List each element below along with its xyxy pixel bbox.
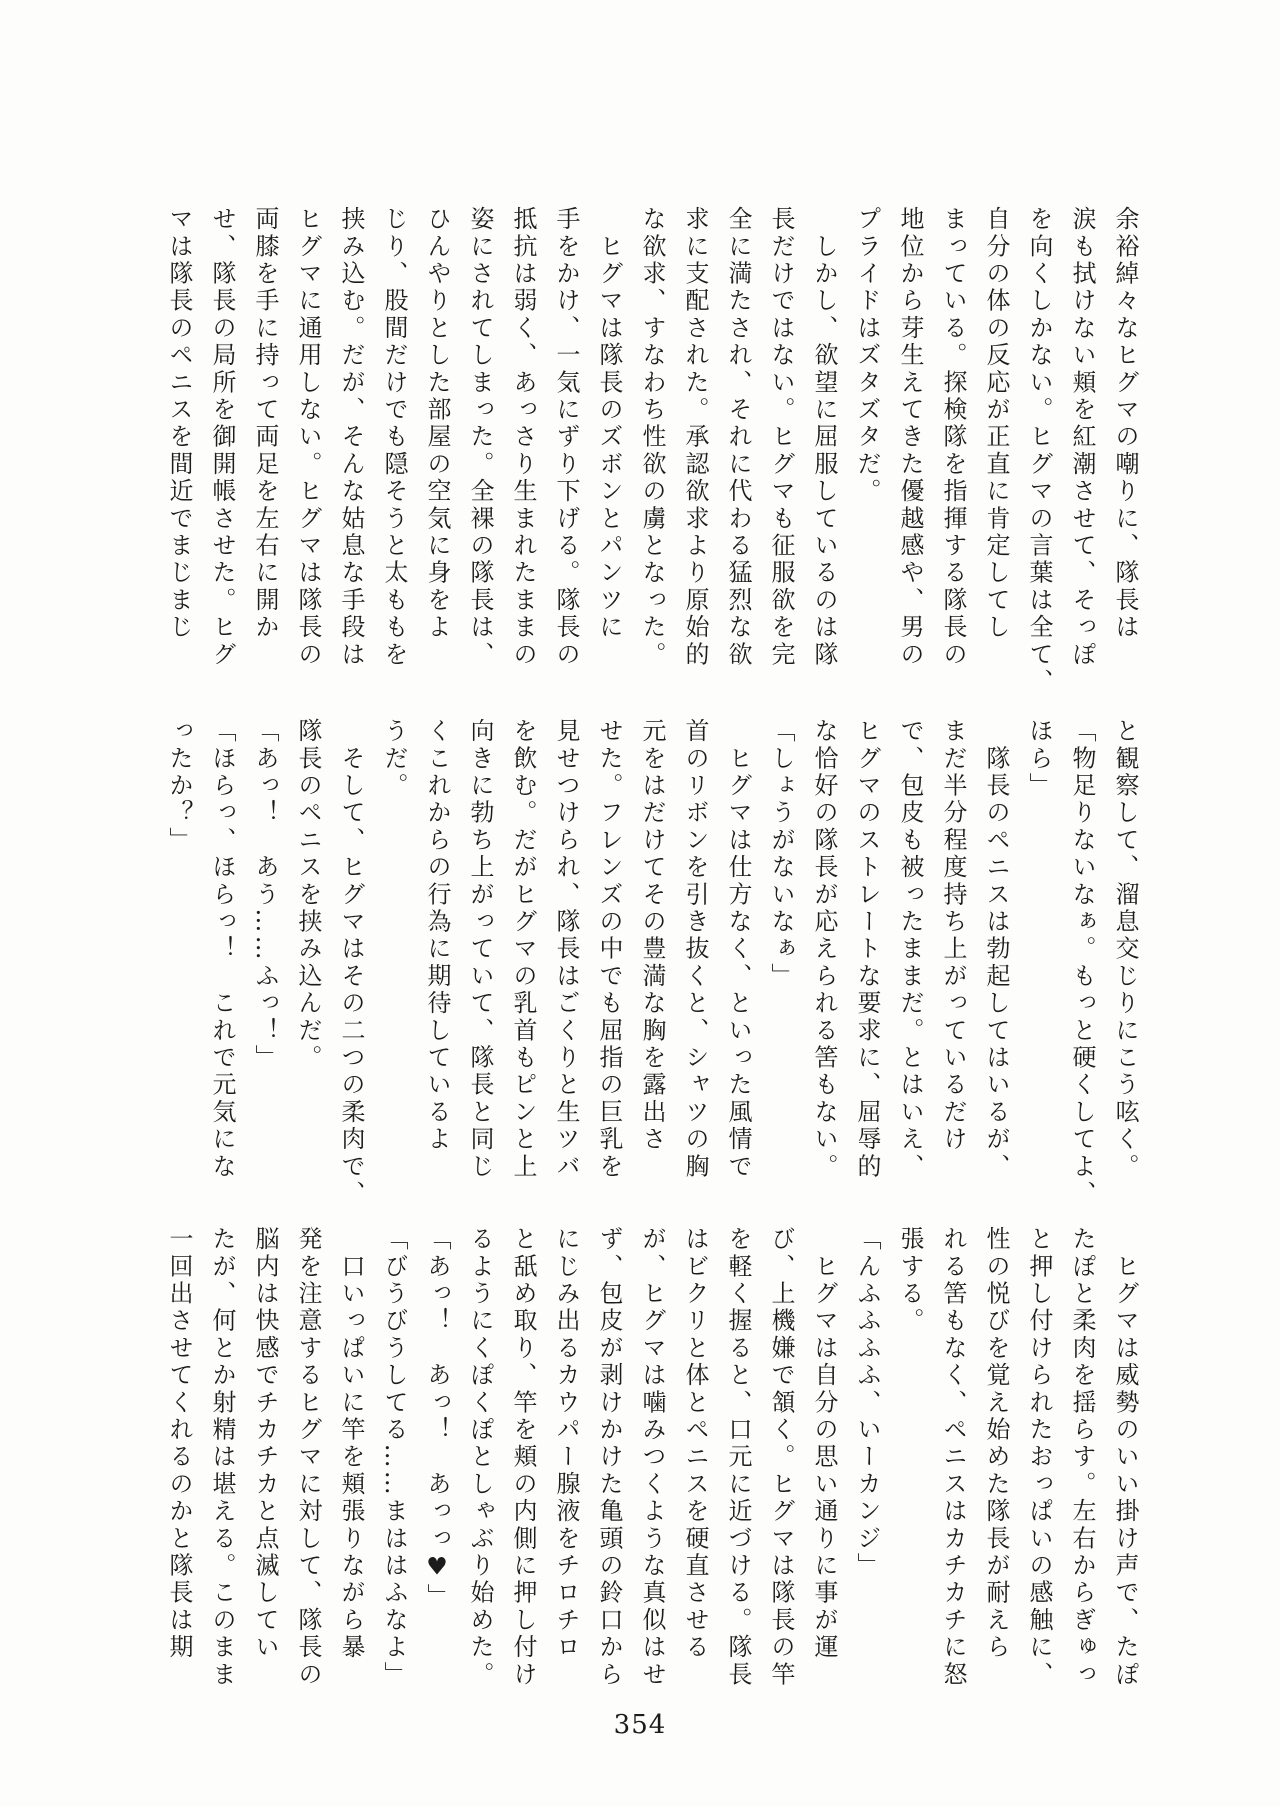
text-column: 「あっ！ あう……ふっ！」: [251, 718, 279, 1072]
text-column: を飲む。だがヒグマの乳首もピンと上: [509, 718, 537, 1181]
text-column: そして、ヒグマはその二つの柔肉で、: [337, 718, 365, 1208]
text-column: 首のリボンを引き抜くと、シャツの胸: [681, 718, 709, 1181]
text-column: 涙も拭けない頬を紅潮させて、そっぽ: [1068, 206, 1096, 669]
text-column: 隊長のペニスは勃起してはいるが、: [982, 718, 1010, 1181]
text-column: 「びうびうしてる……まははふなよ」: [380, 1226, 408, 1689]
text-column: ヒグマは自分の思い通りに事が運: [810, 1226, 838, 1662]
text-column: を向くしかない。ヒグマの言葉は全て、: [1025, 206, 1053, 696]
text-column: ヒグマに通用しない。ヒグマは隊長の: [294, 206, 322, 669]
text-tier-middle: [157, 718, 1146, 1208]
text-column: 見せつけられ、隊長はごくりと生ツバ: [552, 718, 580, 1181]
text-column: な恰好の隊長が応えられる筈もない。: [810, 718, 838, 1181]
text-column: 隊長のペニスを挟み込んだ。: [294, 718, 322, 1072]
text-column: 向きに勃ち上がっていて、隊長と同じ: [466, 718, 494, 1181]
text-column: たが、何とか射精は堪える。このまま: [208, 1226, 236, 1689]
text-column: くこれからの行為に期待しているよ: [423, 718, 451, 1154]
text-column: じり、股間だけでも隠そうと太ももを: [380, 206, 408, 669]
text-column: にじみ出るカウパー腺液をチロチロ: [552, 1226, 580, 1662]
text-column: 性の悦びを覚え始めた隊長が耐えら: [982, 1226, 1010, 1662]
text-column: 元をはだけてその豊満な胸を露出さ: [638, 718, 666, 1154]
text-column: と押し付けられたおっぱいの感触に、: [1025, 1226, 1053, 1689]
text-column: 手をかけ、一気にずり下げる。隊長の: [552, 206, 580, 669]
text-column: ほら」: [1025, 718, 1053, 800]
text-column: うだ。: [380, 718, 408, 800]
text-column: るようにくぽくぽとしゃぶり始めた。: [466, 1226, 494, 1689]
text-column: な欲求、すなわち性欲の虜となった。: [638, 206, 666, 669]
text-tier-top: [157, 206, 1146, 696]
text-column: ヒグマは威勢のいい掛け声で、たぽ: [1111, 1226, 1139, 1689]
text-column: 抵抗は弱く、あっさり生まれたままの: [509, 206, 537, 669]
text-column: しかし、欲望に屈服しているのは隊: [810, 206, 838, 669]
text-column: まっている。探検隊を指揮する隊長の: [939, 206, 967, 669]
text-column: 姿にされてしまった。全裸の隊長は、: [466, 206, 494, 669]
text-column: 地位から芽生えてきた優越感や、男の: [896, 206, 924, 669]
text-column: 「ほらっ、ほらっ！ これで元気にな: [208, 718, 236, 1181]
text-tier-bottom: [157, 1226, 1146, 1688]
text-column: 求に支配された。承認欲求より原始的: [681, 206, 709, 669]
text-column: 脳内は快感でチカチカと点滅してい: [251, 1226, 279, 1662]
text-column: せ、隊長の局所を御開帳させた。ヒグ: [208, 206, 236, 669]
text-column: 挟み込む。だが、そんな姑息な手段は: [337, 206, 365, 669]
text-column: で、包皮も被ったままだ。とはいえ、: [896, 718, 924, 1181]
text-column: 発を注意するヒグマに対して、隊長の: [294, 1226, 322, 1689]
text-column: を軽く握ると、口元に近づける。隊長: [724, 1226, 752, 1689]
text-column: ヒグマは仕方なく、といった風情で: [724, 718, 752, 1181]
text-column: まだ半分程度持ち上がっているだけ: [939, 718, 967, 1154]
page-number: 354: [613, 1710, 667, 1740]
text-column: マは隊長のペニスを間近でまじまじ: [165, 206, 193, 642]
text-column: 「あっ！ あっ！ あっっ♥」: [423, 1226, 451, 1611]
text-column: はビクリと体とペニスを硬直させる: [681, 1226, 709, 1662]
text-column: 余裕綽々なヒグマの嘲りに、隊長は: [1111, 206, 1139, 642]
text-column: ったか？」: [165, 718, 193, 854]
text-column: 口いっぱいに竿を頬張りながら暴: [337, 1226, 365, 1662]
text-column: 「んふふふふ、いーカンジ」: [853, 1226, 881, 1580]
text-column: 一回出させてくれるのかと隊長は期: [165, 1226, 193, 1662]
text-column: 「物足りないなぁ。もっと硬くしてよ、: [1068, 718, 1096, 1208]
text-column: 張する。: [896, 1226, 924, 1335]
text-column: ひんやりとした部屋の空気に身をよ: [423, 206, 451, 642]
text-column: び、上機嫌で頷く。ヒグマは隊長の竿: [767, 1226, 795, 1689]
text-column: が、ヒグマは噛みつくような真似はせ: [638, 1226, 666, 1689]
text-column: れる筈もなく、ペニスはカチカチに怒: [939, 1226, 967, 1689]
text-column: プライドはズタズタだ。: [853, 206, 881, 506]
text-column: 長だけではない。ヒグマも征服欲を完: [767, 206, 795, 669]
text-column: 全に満たされ、それに代わる猛烈な欲: [724, 206, 752, 669]
text-column: と舐め取り、竿を頬の内側に押し付け: [509, 1226, 537, 1689]
text-column: ヒグマは隊長のズボンとパンツに: [595, 206, 623, 642]
text-column: せた。フレンズの中でも屈指の巨乳を: [595, 718, 623, 1181]
text-column: ヒグマのストレートな要求に、屈辱的: [853, 718, 881, 1181]
text-column: 両膝を手に持って両足を左右に開か: [251, 206, 279, 642]
text-column: たぽと柔肉を揺らす。左右からぎゅっ: [1068, 1226, 1096, 1689]
text-column: 「しょうがないなぁ」: [767, 718, 795, 990]
text-column: ず、包皮が剥けかけた亀頭の鈴口から: [595, 1226, 623, 1689]
text-column: 自分の体の反応が正直に肯定してし: [982, 206, 1010, 642]
text-column: と観察して、溜息交じりにこう呟く。: [1111, 718, 1139, 1181]
